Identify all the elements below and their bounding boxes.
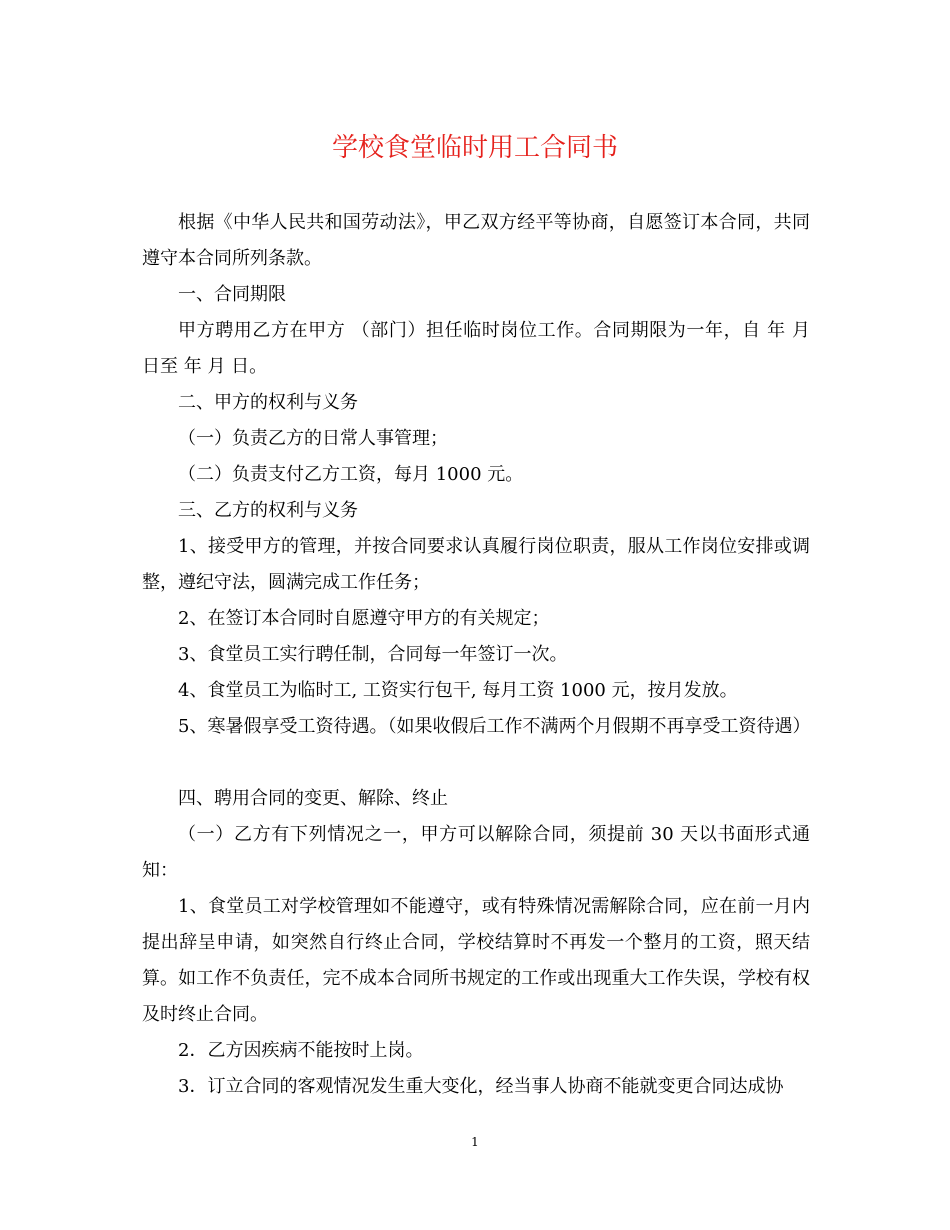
section-heading-party-a: 二、甲方的权利与义务 [178,392,358,413]
paragraph-party-b-1: 1、接受甲方的管理，并按合同要求认真履行岗位职责，服从工作岗位安排或调整，遵纪守法，圆满完成工作任务； [142,536,810,593]
paragraph-party-b-3: 3、食堂员工实行聘任制，合同每一年签订一次。 [178,644,568,665]
paragraph-party-a-2: （二）负责支付乙方工资，每月 1000 元。 [178,464,524,485]
paragraph-termination-1-3: 3．订立合同的客观情况发生重大变化，经当事人协商不能就变更合同达成协 [178,1076,784,1097]
section-heading-term: 一、合同期限 [178,284,286,305]
section-heading-changes: 四、聘用合同的变更、解除、终止 [178,788,448,809]
document-title: 学校食堂临时用工合同书 [331,133,618,163]
section-heading-party-b: 三、乙方的权利与义务 [178,500,358,521]
paragraph-party-a-1: （一）负责乙方的日常人事管理； [178,428,448,449]
paragraph-termination-1-1: 1、食堂员工对学校管理如不能遵守，或有特殊情况需解除合同，应在前一月内提出辞呈申请，如突然自行终止合同，学校结算时不再发一个整月的工资，照天结算。如工作不负责任，完不成本合同所书规定的工作或出现重大工作失误，学校有权及时终止合同。 [142,896,810,1025]
paragraph-termination-1: （一）乙方有下列情况之一，甲方可以解除合同，须提前 30 天以书面形式通知： [142,824,810,881]
paragraph-party-b-2: 2、在签订本合同时自愿遵守甲方的有关规定； [178,608,550,629]
paragraph-termination-1-2: 2．乙方因疾病不能按时上岗。 [178,1040,424,1061]
paragraph-party-b-5: 5、寒暑假享受工资待遇。（如果收假后工作不满两个月假期不再享受工资待遇） [178,716,811,737]
paragraph-party-b-4: 4、食堂员工为临时工, 工资实行包干, 每月工资 1000 元，按月发放。 [178,680,738,701]
paragraph-term: 甲方聘用乙方在甲方 （部门）担任临时岗位工作。合同期限为一年，自 年 月 日至 年 月 日。 [142,320,810,377]
page-number: 1 [471,1135,479,1149]
paragraph-preamble: 根据《中华人民共和国劳动法》，甲乙双方经平等协商，自愿签订本合同，共同遵守本合同所列条款。 [142,212,810,269]
